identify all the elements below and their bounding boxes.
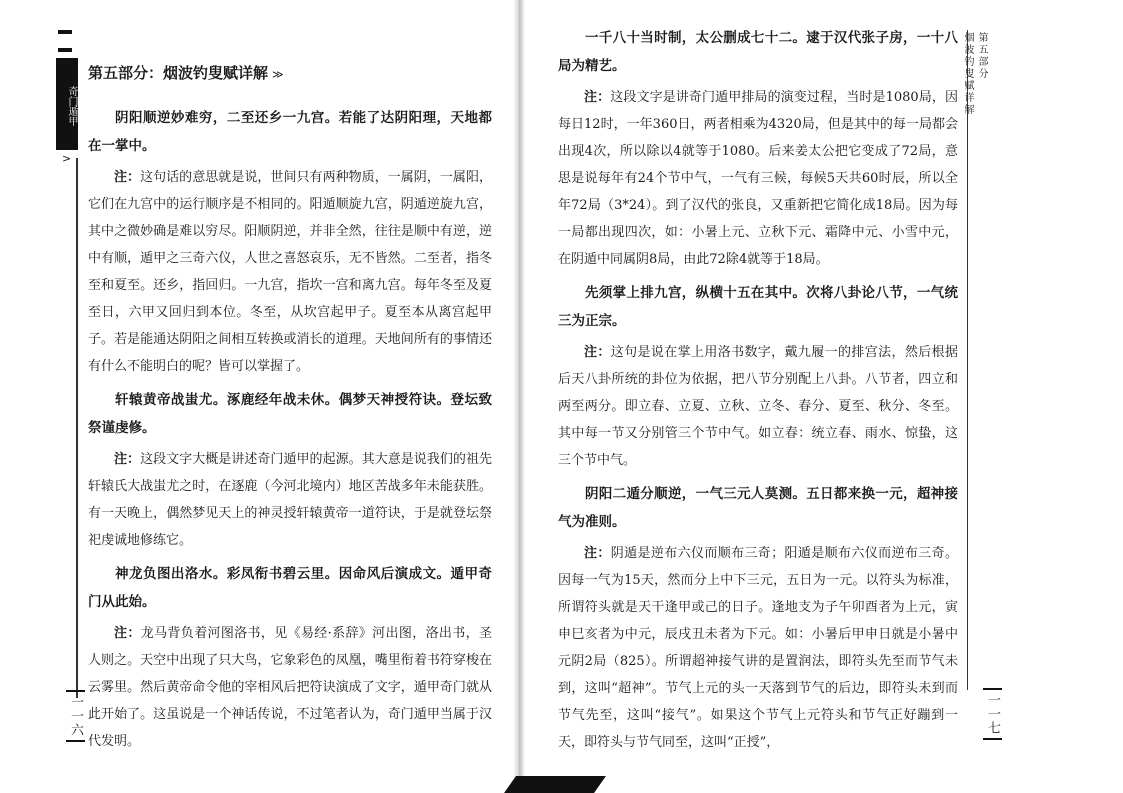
page-number: 一一七	[983, 688, 1002, 740]
annotation-paragraph	[88, 620, 492, 755]
chevron-right-icon: >	[62, 152, 72, 165]
annotation-paragraph	[88, 446, 492, 554]
left-content	[88, 104, 492, 755]
note-label: 注：	[114, 626, 141, 641]
note-label: 注：	[114, 170, 141, 185]
annotation-paragraph	[558, 540, 958, 756]
right-content	[558, 24, 958, 756]
annotation-paragraph	[558, 339, 958, 474]
verse-line: 阴阳顺逆妙难穷，二至还乡一九宫。若能了达阴阳理，天地都在一掌中。	[88, 110, 492, 154]
double-arrow-icon: ≫	[272, 68, 284, 81]
note-text: 阴遁是逆布六仪而顺布三奇；阳遁是顺布六仪而逆布三奇。因每一气为15天，然而分上中下三元，五日为一元。以符头为标准，所谓符头就是天干逢甲或己的日子。逢地支为子午卯酉者为上元，寅申巳亥者为中元，辰戌丑未者为下元。如：小暑后甲申日就是小暑中元阴2局（825）。所谓超神接气讲的是置润法，即符头先至而节气未到，这叫“超神”。节气上元的头一天落到节气的后边，即符头未到而节气先至，这叫“接气”。如果这个节气上元符头和节气正好蹦到一天，即符头与节气同至，这叫“正授”，	[558, 546, 958, 750]
chapter-mark-icon	[58, 30, 72, 52]
verse-line: 轩辕黄帝战蚩尤。涿鹿经年战未休。偶梦天神授符诀。登坛致祭谨虔修。	[88, 392, 492, 436]
note-label: 注：	[114, 452, 141, 467]
verse-line: 阴阳二遁分顺逆，一气三元人莫测。五日都来换一元，超神接气为准则。	[558, 486, 958, 530]
margin-rule	[76, 158, 78, 698]
running-head	[962, 32, 988, 116]
note-label: 注：	[584, 90, 611, 105]
note-text: 这句话的意思就是说，世间只有两种物质，一属阴，一属阳，它们在九宫中的运行顺序是不相同的。阳遁顺旋九宫，阴遁逆旋九宫，其中之微妙确是难以穷尽。阳顺阴逆，并非全然，往往是顺中有逆，逆中有顺，遁甲之三奇六仪，人世之喜怒哀乐，无不皆然。二至者，指冬至和夏至。还乡，指回归。一九宫，指坎一宫和离九宫。每年冬至及夏至日，六甲又回归到本位。冬至，从坎宫起甲子。夏至本从离宫起甲子。若是能通达阴阳之间相互转换或消长的道理。天地间所有的事情还有什么不能明白的呢？皆可以掌握了。	[88, 170, 492, 374]
verse-line: 一千八十当时制，太公删成七十二。逮于汉代张子房，一十八局为精艺。	[558, 30, 958, 74]
section-title	[88, 58, 492, 90]
verse-line: 神龙负图出洛水。彩凤衔书碧云里。因命风后演成文。遁甲奇门从此始。	[88, 566, 492, 610]
annotation-paragraph	[88, 164, 492, 380]
running-head-title: 烟波钓叟赋详解	[962, 32, 973, 116]
side-strip-label: 奇门遁甲	[56, 58, 78, 150]
right-page	[520, 0, 1123, 793]
annotation-paragraph	[558, 84, 958, 273]
note-text: 龙马背负着河图洛书，见《易经·系辞》河出图，洛出书，圣人则之。天空中出现了只大鸟，它象彩色的凤凰，嘴里衔着书符穿梭在云雾里。然后黄帝命令他的宰相风后把符诀演成了文字，遁甲奇门就从此开始了。这虽说是一个神话传说，不过笔者认为，奇门遁甲当属于汉代发明。	[88, 626, 492, 749]
verse-line: 先须掌上排九宫，纵横十五在其中。次将八卦论八节，一气统三为正宗。	[558, 285, 958, 329]
note-text: 这段文字是讲奇门遁甲排局的演变过程，当时是1080局，因每日12时，一年360日，两者相乘为4320局，但是其中的每一局都会出现4次，所以除以4就等于1080。后来姜太公把它变成了72局，意思是说每年有24个节中气，一气有三候，每候5天共60时辰，所以全年72局（3*24）。到了汉代的张良，又重新把它简化成18局。因为每一局都出现四次，如：小暑上元、立秋下元、霜降中元、小雪中元，在阴遁中同属阴8局，由此72除4就等于18局。	[558, 90, 958, 267]
page-number: 一一六	[66, 690, 85, 742]
left-text-column	[88, 58, 492, 761]
note-label: 注：	[584, 546, 611, 561]
side-strip-right	[967, 30, 998, 690]
note-text: 这句是说在掌上用洛书数字，戴九履一的排宫法，然后根据后天八卦所统的卦位为依据，把八节分别配上八卦。八节者，四立和两至两分。即立春、立夏、立秋、立冬、春分、夏至、秋分、冬至。其中每一节又分别管三个节中气。如立春：统立春、雨水、惊蛰，这三个节中气。	[558, 345, 958, 468]
right-text-column	[558, 24, 958, 762]
note-label: 注：	[584, 345, 611, 360]
note-text: 这段文字大概是讲述奇门遁甲的起源。其大意是说我们的祖先轩辕氏大战蚩尤之时，在逐鹿（今河北境内）地区苦战多年未能获胜。有一天晚上，偶然梦见天上的神灵授轩辕黄帝一道符诀，于是就登坛祭祀虔诚地修练它。	[88, 452, 492, 548]
section-title-text: 第五部分：烟波钓叟赋详解	[88, 64, 269, 82]
running-head-part: 第五部分	[976, 32, 987, 80]
left-page	[0, 0, 520, 793]
